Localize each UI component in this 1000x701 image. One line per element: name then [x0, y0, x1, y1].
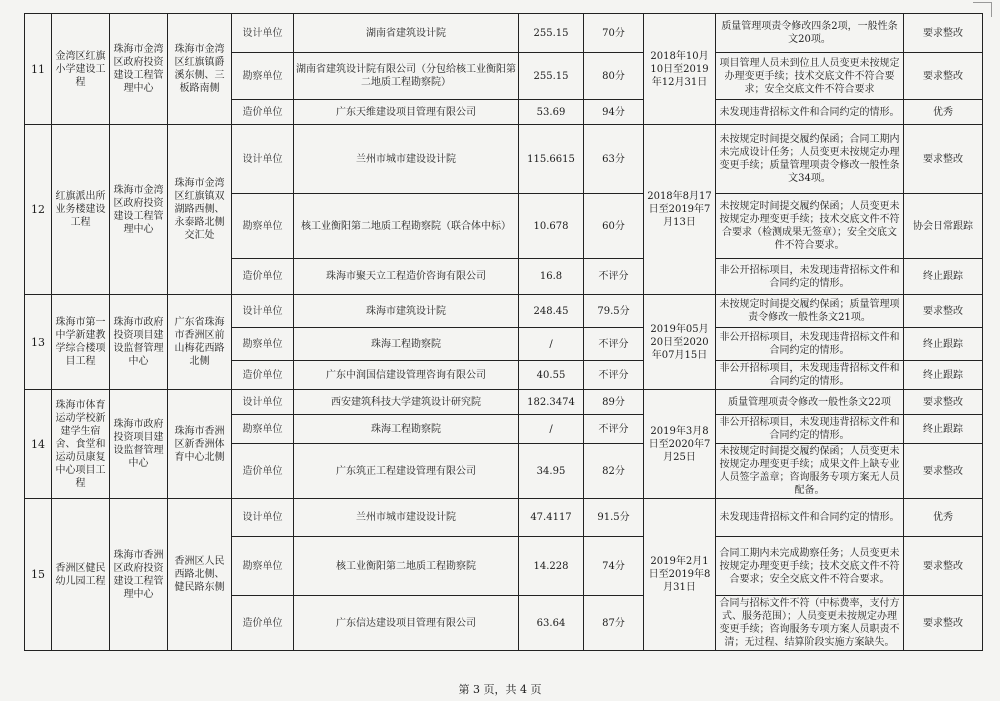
project-owner: 珠海市金湾区政府投资建设工程管理中心 — [110, 125, 168, 295]
evaluation-score: 不评分 — [584, 415, 644, 444]
evaluation-score: 91.5分 — [584, 499, 644, 537]
company-name: 湖南省建筑设计院 — [294, 14, 519, 53]
handling-action: 优秀 — [904, 499, 983, 537]
issue-description: 非公开招标项目，未发现违背招标文件和合同约定的情形。 — [716, 328, 904, 361]
company-name: 兰州市城市建设设计院 — [294, 125, 519, 194]
table-row — [25, 499, 983, 537]
contract-amount: 63.64 — [519, 596, 584, 651]
contract-amount: 40.55 — [519, 361, 584, 390]
issue-description: 非公开招标项目，未发现违背招标文件和合同约定的情形。 — [716, 361, 904, 390]
evaluation-score: 89分 — [584, 390, 644, 415]
contract-period: 2018年10月10日至2019年12月31日 — [644, 14, 716, 125]
unit-type: 勘察单位 — [232, 537, 294, 596]
table-row — [25, 14, 983, 53]
unit-type: 勘察单位 — [232, 328, 294, 361]
unit-type: 设计单位 — [232, 125, 294, 194]
issue-description: 未按规定时间提交履约保函；合同工期内未完成设计任务；人员变更未按规定办理变更手续；质量管理项责令修改一般性条文34项。 — [716, 125, 904, 194]
handling-action: 要求整改 — [904, 390, 983, 415]
evaluation-score: 82分 — [584, 444, 644, 499]
issue-description: 质量管理项责令修改一般性条文22项 — [716, 390, 904, 415]
issue-description: 未发现违背招标文件和合同约定的情形。 — [716, 499, 904, 537]
company-name: 兰州市城市建设设计院 — [294, 499, 519, 537]
handling-action: 要求整改 — [904, 125, 983, 194]
evaluation-score: 不评分 — [584, 328, 644, 361]
evaluation-score: 94分 — [584, 100, 644, 125]
handling-action: 终止跟踪 — [904, 415, 983, 444]
contract-period: 2019年3月8日至2020年7月25日 — [644, 390, 716, 499]
evaluation-score: 74分 — [584, 537, 644, 596]
project-name: 红旗派出所业务楼建设工程 — [52, 125, 110, 295]
company-name: 湖南省建筑设计院有限公司（分包给核工业衡阳第二地质工程勘察院） — [294, 53, 519, 100]
contract-amount: 248.45 — [519, 295, 584, 328]
unit-type: 造价单位 — [232, 361, 294, 390]
evaluation-score: 70分 — [584, 14, 644, 53]
handling-action: 要求整改 — [904, 295, 983, 328]
issue-description: 未按规定时间提交履约保函；质量管理项责令修改一般性条文21项。 — [716, 295, 904, 328]
unit-type: 设计单位 — [232, 295, 294, 328]
project-location: 珠海市金湾区红旗镇爵溪东侧、三板路南侧 — [168, 14, 232, 125]
project-number: 15 — [25, 499, 52, 651]
contract-amount: 255.15 — [519, 14, 584, 53]
table-row — [25, 390, 983, 415]
issue-description: 项目管理人员未到位且人员变更未按规定办理变更手续；技术交底文件不符合要求；安全交底文件不符合要求 — [716, 53, 904, 100]
evaluation-table — [24, 13, 983, 651]
unit-type: 造价单位 — [232, 596, 294, 651]
project-name: 香洲区健民幼儿园工程 — [52, 499, 110, 651]
contract-amount: 47.4117 — [519, 499, 584, 537]
project-name: 金湾区红旗小学建设工程 — [52, 14, 110, 125]
unit-type: 造价单位 — [232, 259, 294, 295]
page-footer: 第 3 页，共 4 页 — [458, 683, 542, 696]
project-owner: 珠海市金湾区政府投资建设工程管理中心 — [110, 14, 168, 125]
issue-description: 未按规定时间提交履约保函；人员变更未按规定办理变更手续；成果文件上缺专业人员签字盖章；咨询服务专项方案无人员配备。 — [716, 444, 904, 499]
handling-action: 要求整改 — [904, 444, 983, 499]
handling-action: 终止跟踪 — [904, 328, 983, 361]
company-name: 珠海市建筑设计院 — [294, 295, 519, 328]
project-owner: 珠海市香洲区政府投资建设工程管理中心 — [110, 499, 168, 651]
unit-type: 设计单位 — [232, 499, 294, 537]
handling-action: 要求整改 — [904, 53, 983, 100]
handling-action: 终止跟踪 — [904, 361, 983, 390]
company-name: 核工业衡阳第二地质工程勘察院 — [294, 537, 519, 596]
handling-action: 协会日常跟踪 — [904, 194, 983, 259]
project-number: 14 — [25, 390, 52, 499]
contract-amount: 34.95 — [519, 444, 584, 499]
contract-amount: 115.6615 — [519, 125, 584, 194]
table-row — [25, 125, 983, 194]
contract-period: 2019年2月1日至2019年8月31日 — [644, 499, 716, 651]
company-name: 珠海工程勘察院 — [294, 328, 519, 361]
contract-amount: 16.8 — [519, 259, 584, 295]
evaluation-score: 不评分 — [584, 259, 644, 295]
evaluation-score: 不评分 — [584, 361, 644, 390]
evaluation-sheet — [24, 13, 982, 651]
project-name: 珠海市第一中学新建教学综合楼项目工程 — [52, 295, 110, 390]
company-name: 珠海市聚天立工程造价咨询有限公司 — [294, 259, 519, 295]
project-location: 香洲区人民西路北侧、健民路东侧 — [168, 499, 232, 651]
handling-action: 终止跟踪 — [904, 259, 983, 295]
issue-description: 未按规定时间提交履约保函；人员变更未按规定办理变更手续；技术交底文件不符合要求（检测成果无签章）；安全交底文件不符合要求。 — [716, 194, 904, 259]
handling-action: 优秀 — [904, 100, 983, 125]
project-location: 广东省珠海市香洲区前山梅花西路北侧 — [168, 295, 232, 390]
unit-type: 勘察单位 — [232, 415, 294, 444]
project-location: 珠海市香洲区新香洲体育中心北侧 — [168, 390, 232, 499]
project-number: 12 — [25, 125, 52, 295]
unit-type: 设计单位 — [232, 14, 294, 53]
contract-amount: 14.228 — [519, 537, 584, 596]
issue-description: 未发现违背招标文件和合同约定的情形。 — [716, 100, 904, 125]
evaluation-score: 80分 — [584, 53, 644, 100]
issue-description: 质量管理项责令修改四条2项，一般性条文20项。 — [716, 14, 904, 53]
issue-description: 非公开招标项目，未发现违背招标文件和合同约定的情形。 — [716, 415, 904, 444]
issue-description: 非公开招标项目，未发现违背招标文件和合同约定的情形。 — [716, 259, 904, 295]
issue-description: 合同工期内未完成勘察任务；人员变更未按规定办理变更手续；技术交底文件不符合要求；安全交底文件不符合要求。 — [716, 537, 904, 596]
unit-type: 勘察单位 — [232, 53, 294, 100]
handling-action: 要求整改 — [904, 596, 983, 651]
contract-period: 2019年05月20日至2020年07月15日 — [644, 295, 716, 390]
handling-action: 要求整改 — [904, 537, 983, 596]
project-name: 珠海市体育运动学校新建学生宿舍、食堂和运动员康复中心项目工程 — [52, 390, 110, 499]
project-owner: 珠海市政府投资项目建设监督管理中心 — [110, 390, 168, 499]
evaluation-score: 63分 — [584, 125, 644, 194]
project-number: 13 — [25, 295, 52, 390]
unit-type: 设计单位 — [232, 390, 294, 415]
project-number: 11 — [25, 14, 52, 125]
company-name: 广东筑正工程建设管理有限公司 — [294, 444, 519, 499]
evaluation-score: 79.5分 — [584, 295, 644, 328]
contract-amount: / — [519, 415, 584, 444]
project-owner: 珠海市政府投资项目建设监督管理中心 — [110, 295, 168, 390]
contract-amount: 255.15 — [519, 53, 584, 100]
contract-amount: 182.3474 — [519, 390, 584, 415]
company-name: 核工业衡阳第二地质工程勘察院（联合体中标） — [294, 194, 519, 259]
table-row — [25, 295, 983, 328]
evaluation-score: 87分 — [584, 596, 644, 651]
handling-action: 要求整改 — [904, 14, 983, 53]
unit-type: 造价单位 — [232, 444, 294, 499]
project-location: 珠海市金湾区红旗镇双湖路西侧、永泰路北侧交汇处 — [168, 125, 232, 295]
evaluation-score: 60分 — [584, 194, 644, 259]
contract-amount: / — [519, 328, 584, 361]
issue-description: 合同与招标文件不符（中标费率，支付方式、服务范围）；人员变更未按规定办理变更手续；咨询服务专项方案人员职责不清；无过程、结算阶段实施方案缺失。 — [716, 596, 904, 651]
company-name: 广东天维建设项目管理有限公司 — [294, 100, 519, 125]
contract-amount: 53.69 — [519, 100, 584, 125]
contract-period: 2018年8月17日至2019年7月13日 — [644, 125, 716, 295]
contract-amount: 10.678 — [519, 194, 584, 259]
unit-type: 勘察单位 — [232, 194, 294, 259]
unit-type: 造价单位 — [232, 100, 294, 125]
company-name: 西安建筑科技大学建筑设计研究院 — [294, 390, 519, 415]
company-name: 广东信达建设项目管理有限公司 — [294, 596, 519, 651]
company-name: 广东中润国信建设管理咨询有限公司 — [294, 361, 519, 390]
company-name: 珠海工程勘察院 — [294, 415, 519, 444]
